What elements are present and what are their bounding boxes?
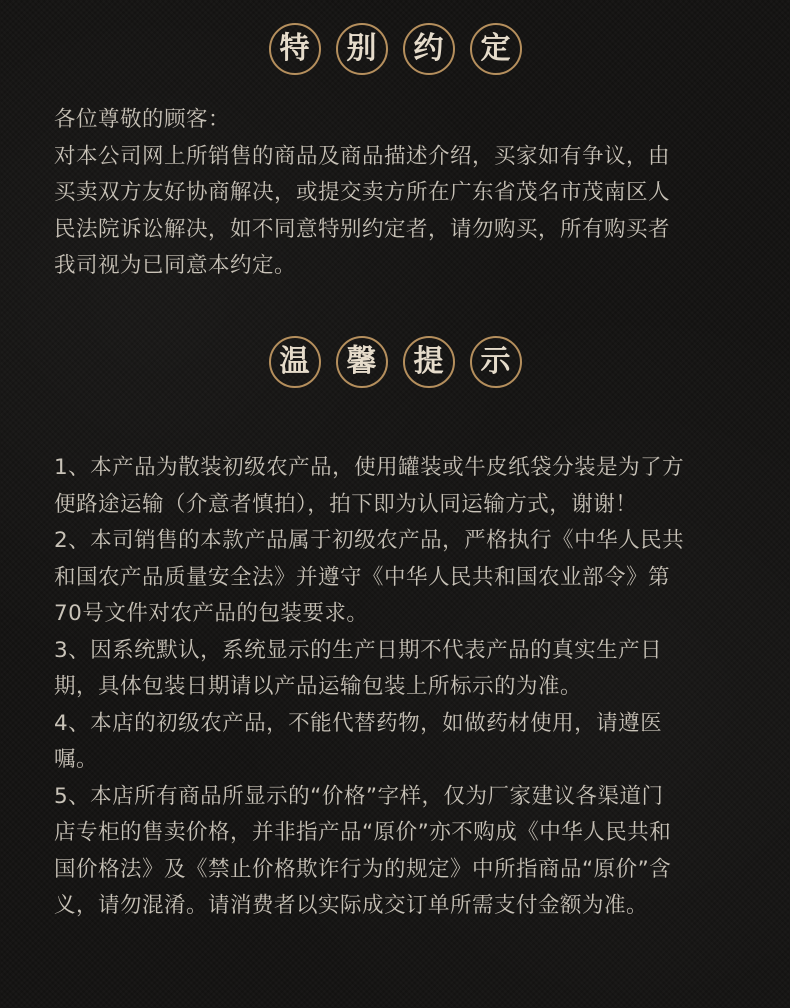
special-agreement-text [54,102,754,285]
heading-char-circle: 提 [403,336,455,388]
agreement-line: 对本公司网上所销售的商品及商品描述介绍，买家如有争议，由 [54,143,671,169]
tip-line: 1、本产品为散装初级农产品，使用罐装或牛皮纸袋分装是为了方 [54,455,685,480]
tip-line: 4、本店的初级农产品，不能代替药物，如做药材使用，请遵医 [54,710,663,736]
tip-line: 3、因系统默认，系统显示的生产日期不代表产品的真实生产日 [54,637,663,663]
agreement-line: 我司视为已同意本约定。 [54,253,297,278]
tip-line: 店专柜的售卖价格，并非指产品“原价”亦不购成《中华人民共和 [54,820,672,845]
heading-char-circle: 温 [269,336,321,388]
heading-char-circle: 定 [470,23,522,75]
tip-line: 期，具体包装日期请以产品运输包装上所标示的为准。 [54,674,583,699]
heading-char-circle: 馨 [336,336,388,388]
tip-line: 便路途运输（介意者慎拍），拍下即为认同运输方式，谢谢！ [54,491,638,517]
tip-line: 国价格法》及《禁止价格欺诈行为的规定》中所指商品“原价”含 [54,856,672,882]
heading-char-circle: 约 [403,23,455,75]
tip-line: 义，请勿混淆。请消费者以实际成交订单所需支付金额为准。 [54,893,649,918]
heading-char-circle: 示 [470,336,522,388]
agreement-line: 民法院诉讼解决，如不同意特别约定者，请勿购买，所有购买者 [54,216,671,242]
special-agreement-heading [0,23,790,75]
tip-line: 70号文件对农产品的包装要求。 [54,601,369,626]
agreement-line: 买卖双方友好协商解决，或提交卖方所在广东省茂名市茂南区人 [54,180,671,205]
tip-line: 5、本店所有商品所显示的“价格”字样，仅为厂家建议各渠道门 [54,783,664,809]
warm-tips-text [54,450,754,925]
tip-line: 2、本司销售的本款产品属于初级农产品，严格执行《中华人民共 [54,528,685,553]
tip-line: 和国农产品质量安全法》并遵守《中华人民共和国农业部令》第 [54,564,671,590]
greeting-line: 各位尊敬的顾客： [54,107,231,132]
heading-char-circle: 特 [269,23,321,75]
tip-line: 嘱。 [54,747,99,772]
heading-char-circle: 别 [336,23,388,75]
warm-tips-heading [0,336,790,388]
